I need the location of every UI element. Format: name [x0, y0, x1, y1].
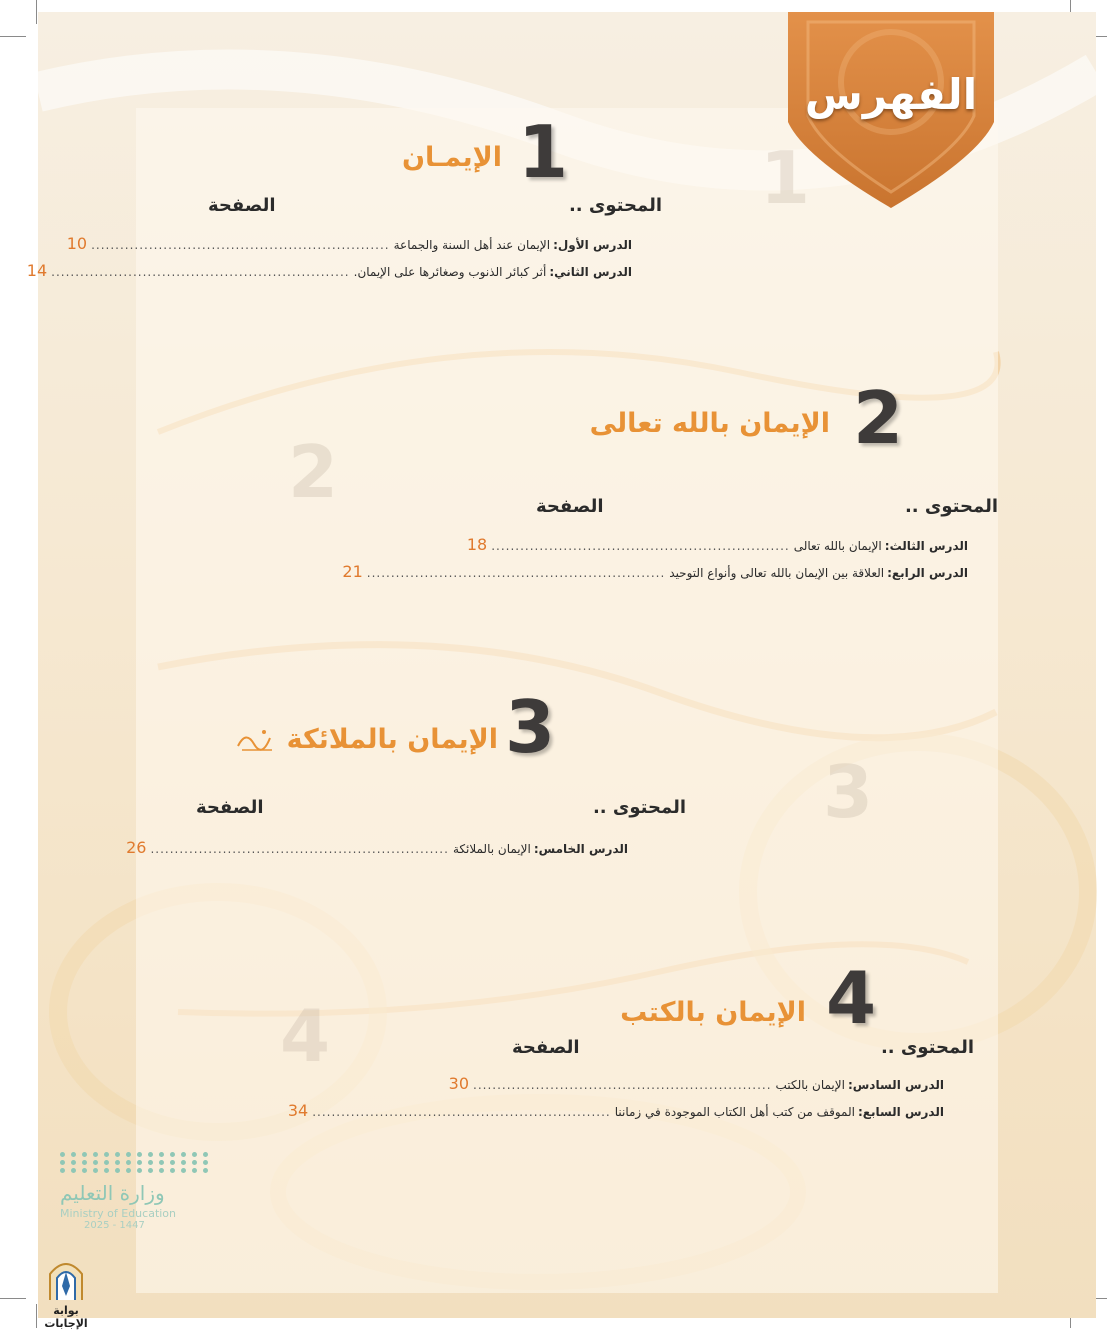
content-header: المحتوى .. [592, 797, 686, 818]
lesson-page-number: 34 [287, 1101, 309, 1120]
page-header: الصفحة [536, 496, 604, 517]
lesson-label: الدرس الثاني: [549, 265, 632, 279]
watermark-text: بوابة الإجابات [44, 1304, 88, 1330]
index-banner [788, 12, 994, 208]
leader-dots: .............................................................. [491, 539, 790, 553]
lesson-page-number: 18 [466, 535, 488, 554]
leader-dots: .............................................................. [312, 1105, 611, 1119]
section-number: 4 [826, 956, 877, 1040]
ministry-year: 2025 - 1447 [84, 1220, 145, 1231]
ghost-number: 2 [288, 430, 339, 514]
lesson-page-number: 21 [342, 562, 363, 581]
section-number: 1 [518, 110, 569, 194]
lesson-text: الإيمان بالله تعالى [793, 539, 882, 553]
mosque-arch-icon [46, 1256, 86, 1300]
ministry-name-arabic: وزارة التعليم [60, 1181, 165, 1205]
lesson-label: الدرس الرابع: [887, 566, 968, 580]
lesson-text: العلاقة بين الإيمان بالله تعالى وأنواع التوحيد [669, 566, 885, 580]
lesson-page-number: 10 [66, 234, 88, 253]
section-title: الإيمان بالكتب [620, 997, 806, 1028]
lesson-row[interactable] [448, 1074, 944, 1093]
page-header: الصفحة [512, 1037, 580, 1058]
content-header: المحتوى .. [880, 1037, 974, 1058]
ministry-logo [60, 1152, 200, 1231]
lesson-text: أثر كبائر الذنوب وصغائرها على الإيمان. [353, 265, 547, 279]
index-page [26, 12, 1096, 1318]
section-title: الإيمـان [401, 142, 502, 173]
lesson-row[interactable] [466, 535, 968, 554]
lesson-row[interactable] [126, 838, 628, 857]
calligraphy-honorific-icon [234, 724, 278, 754]
lesson-label: الدرس السابع: [857, 1105, 944, 1119]
lesson-label: الدرس الخامس: [533, 842, 628, 856]
section-title: الإيمان بالملائكة [286, 724, 498, 755]
lesson-text: الإيمان بالكتب [775, 1078, 845, 1092]
lesson-text: الإيمان عند أهل السنة والجماعة [393, 238, 551, 252]
lesson-label: الدرس السادس: [847, 1078, 944, 1092]
ghost-number: 3 [823, 750, 874, 834]
content-header: المحتوى .. [568, 195, 662, 216]
lesson-page-number: 30 [448, 1074, 470, 1093]
leader-dots: .............................................................. [91, 238, 390, 252]
lesson-page-number: 14 [26, 261, 48, 280]
leader-dots: .............................................................. [51, 265, 350, 279]
lesson-row[interactable] [66, 234, 632, 253]
lesson-label: الدرس الثالث: [884, 539, 968, 553]
section-title: الإيمان بالله تعالى [589, 408, 830, 439]
site-watermark [30, 1256, 102, 1330]
leader-dots: .............................................................. [473, 1078, 772, 1092]
leader-dots: .............................................................. [150, 842, 449, 856]
crop-mark [36, 0, 37, 24]
lesson-text: الإيمان بالملائكة [452, 842, 531, 856]
section-number: 2 [853, 376, 904, 460]
section-number: 3 [505, 685, 556, 769]
lesson-page-number: 26 [126, 838, 147, 857]
lesson-row[interactable] [287, 1101, 944, 1120]
ghost-number: 4 [280, 994, 331, 1078]
ministry-logo-mark [60, 1152, 200, 1173]
lesson-row[interactable] [342, 562, 968, 581]
lesson-text: الموقف من كتب أهل الكتاب الموجودة في زماننا [614, 1105, 855, 1119]
leader-dots: .............................................................. [366, 566, 666, 580]
crop-mark [0, 1298, 26, 1299]
index-title: الفهرس [804, 70, 978, 119]
ghost-number: 1 [760, 136, 811, 220]
page-header: الصفحة [196, 797, 264, 818]
lesson-row[interactable] [26, 261, 632, 280]
page-header: الصفحة [208, 195, 276, 216]
lesson-label: الدرس الأول: [553, 238, 632, 252]
ministry-name-english: Ministry of Education [60, 1207, 177, 1220]
crop-mark [0, 36, 26, 37]
content-header: المحتوى .. [904, 496, 998, 517]
